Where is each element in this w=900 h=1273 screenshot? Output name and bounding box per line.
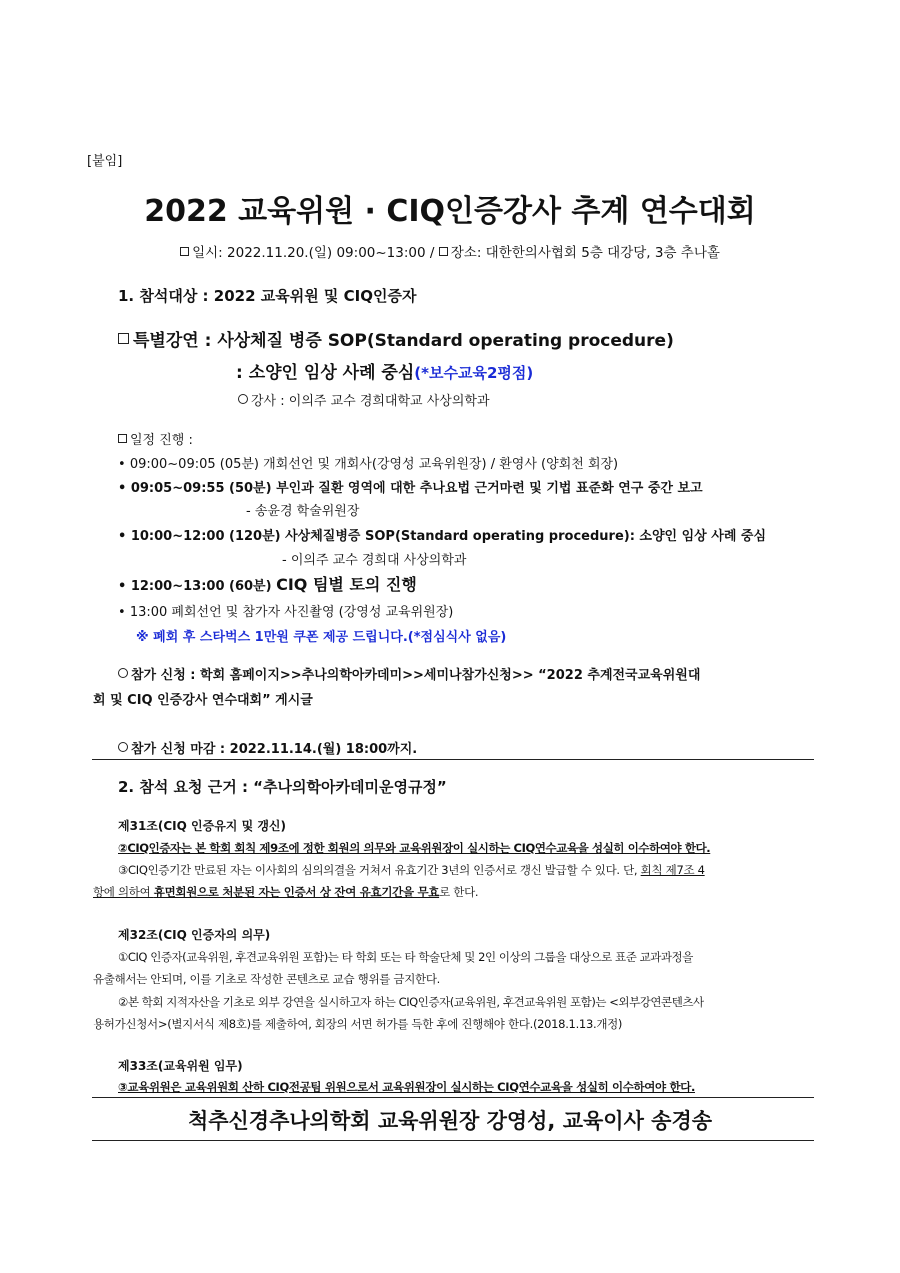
article-text-bold: 휴면회원으로 처분된 자는 인증서 상 잔여 유효기간을 무효 — [153, 885, 440, 899]
checkbox-icon — [118, 333, 129, 344]
bullet-icon: • — [118, 605, 130, 620]
article-33-paragraph-1: ③교육위원은 교육위원회 산하 CIQ전공팀 위원으로서 교육위원장이 실시하는 CIQ연수교육을 성실히 이수하여야 한다. — [118, 1080, 695, 1094]
schedule-item-4 — [118, 572, 417, 595]
divider — [92, 1097, 814, 1098]
divider — [92, 1140, 814, 1141]
schedule-item-title: CIQ 팀별 토의 진행 — [276, 575, 417, 594]
lecture-title: 특별강연 : 사상체질 병증 SOP(Standard operating procedure) — [133, 331, 674, 351]
lecturer-text: 강사 : 이의주 교수 경희대학교 사상의학과 — [251, 394, 490, 409]
checkbox-icon — [180, 247, 189, 256]
article-31-paragraph-2-cont — [93, 884, 478, 900]
schedule-item-2-presenter: - 송윤경 학술위원장 — [246, 504, 360, 519]
bullet-icon: • — [118, 579, 131, 594]
schedule-item-time: 12:00~13:00 (60분) — [130, 579, 277, 594]
credit-note: (*보수교육2평점) — [414, 364, 534, 382]
schedule-item-text: 09:05~09:55 (50분) 부인과 질환 영역에 대한 추나요법 근거마련 및 기법 표준화 연구 중간 보고 — [130, 481, 703, 496]
schedule-item-3 — [118, 525, 766, 544]
checkbox-icon — [118, 434, 127, 443]
bullet-icon: • — [118, 481, 131, 496]
checkbox-icon — [439, 247, 448, 256]
registration-deadline — [118, 738, 417, 757]
page-title: 2022 교육위원 · CIQ인증강사 추계 연수대회 — [144, 194, 756, 229]
article-32-paragraph-2-cont: 용허가신청서>(별지서식 제8호)를 제출하여, 회장의 서면 허가를 득한 후에 진행해야 한다.(2018.1.13.개정) — [93, 1017, 623, 1031]
schedule-heading-text: 일정 진행 : — [130, 433, 193, 448]
article-text: ③CIQ인증기간 만료된 자는 이사회의 심의의결을 거쳐서 유효기간 3년의 인증서로 갱신 발급할 수 있다. 단, — [118, 863, 641, 877]
schedule-item-3-presenter: - 이의주 교수 경희대 사상의학과 — [282, 553, 467, 568]
registration-line-1 — [118, 664, 700, 683]
bullet-icon: • — [118, 457, 130, 472]
schedule-item-text: 13:00 폐회선언 및 참가자 사진촬영 (강영성 교육위원장) — [129, 605, 454, 620]
registration-line-2: 회 및 CIQ 인증강사 연수대회” 게시글 — [93, 693, 313, 708]
circle-bullet-icon — [118, 668, 128, 678]
schedule-item-2 — [118, 477, 703, 496]
lecture-line-1 — [118, 326, 674, 351]
article-text-underlined: 항에 의하여 — [93, 885, 154, 899]
lecturer-line — [238, 390, 490, 409]
schedule-item-5 — [118, 601, 453, 620]
lecture-line-2 — [236, 358, 533, 383]
date-place-line — [0, 241, 900, 261]
schedule-heading — [118, 429, 193, 448]
section1-heading: 1. 참석대상 : 2022 교육위원 및 CIQ인증자 — [118, 287, 417, 305]
article-31-title: 제31조(CIQ 인증유지 및 갱신) — [118, 819, 287, 833]
article-33-title: 제33조(교육위원 임무) — [118, 1059, 243, 1073]
place-label: 장소: 대한한의사협회 5층 대강당, 3층 추나홀 — [450, 245, 720, 261]
divider — [92, 759, 814, 760]
article-text: 로 한다. — [439, 885, 479, 899]
article-32-title: 제32조(CIQ 인증자의 의무) — [118, 928, 271, 942]
article-32-paragraph-1: ①CIQ 인증자(교육위원, 후견교육위원 포함)는 타 학회 또는 타 학술단체 및 2인 이상의 그룹을 대상으로 표준 교과과정을 — [118, 950, 693, 964]
schedule-item-text: 10:00~12:00 (120분) 사상체질병증 SOP(Standard operating procedure): 소양인 임상 사례 중심 — [130, 529, 767, 544]
article-32-paragraph-1-cont: 유출해서는 안되며, 이를 기초로 작성한 콘텐츠로 교습 행위를 금지한다. — [93, 972, 441, 986]
lecture-subtitle: : 소양인 임상 사례 중심 — [236, 363, 415, 383]
circle-bullet-icon — [238, 394, 248, 404]
registration-text: 참가 신청 : 학회 홈페이지>>추나의학아카데미>>세미나참가신청>> “2022 추계전국교육위원대 — [131, 668, 701, 683]
bullet-icon: • — [118, 529, 131, 544]
article-text-underlined: 회칙 제7조 4 — [640, 863, 705, 877]
article-31-paragraph-1: ②CIQ인증자는 본 학회 회칙 제9조에 정한 회원의 의무와 교육위원장이 실시하는 CIQ연수교육을 성실히 이수하여야 한다. — [118, 841, 711, 855]
notice-text: ※ 폐회 후 스타벅스 1만원 쿠폰 제공 드립니다.(*점심식사 없음) — [136, 630, 507, 645]
date-label: 일시: 2022.11.20.(일) 09:00~13:00 / — [192, 245, 439, 261]
schedule-item-1 — [118, 453, 618, 472]
schedule-item-text: 09:00~09:05 (05분) 개회선언 및 개회사(강영성 교육위원장) / 환영사 (양회천 회장) — [129, 457, 619, 472]
article-31-paragraph-2 — [118, 862, 705, 878]
deadline-text: 참가 신청 마감 : 2022.11.14.(월) 18:00까지. — [131, 742, 418, 757]
section2-heading: 2. 참석 요청 근거 : “추나의학아카데미운영규정” — [118, 778, 447, 796]
circle-bullet-icon — [118, 742, 128, 752]
attachment-label: [붙임] — [87, 154, 123, 169]
article-32-paragraph-2: ②본 학회 지적자산을 기초로 외부 강연을 실시하고자 하는 CIQ인증자(교육위원, 후견교육위원 포함)는 <외부강연콘텐츠사 — [118, 995, 704, 1009]
signature: 척추신경추나의학회 교육위원장 강영성, 교육이사 송경송 — [187, 1109, 713, 1133]
